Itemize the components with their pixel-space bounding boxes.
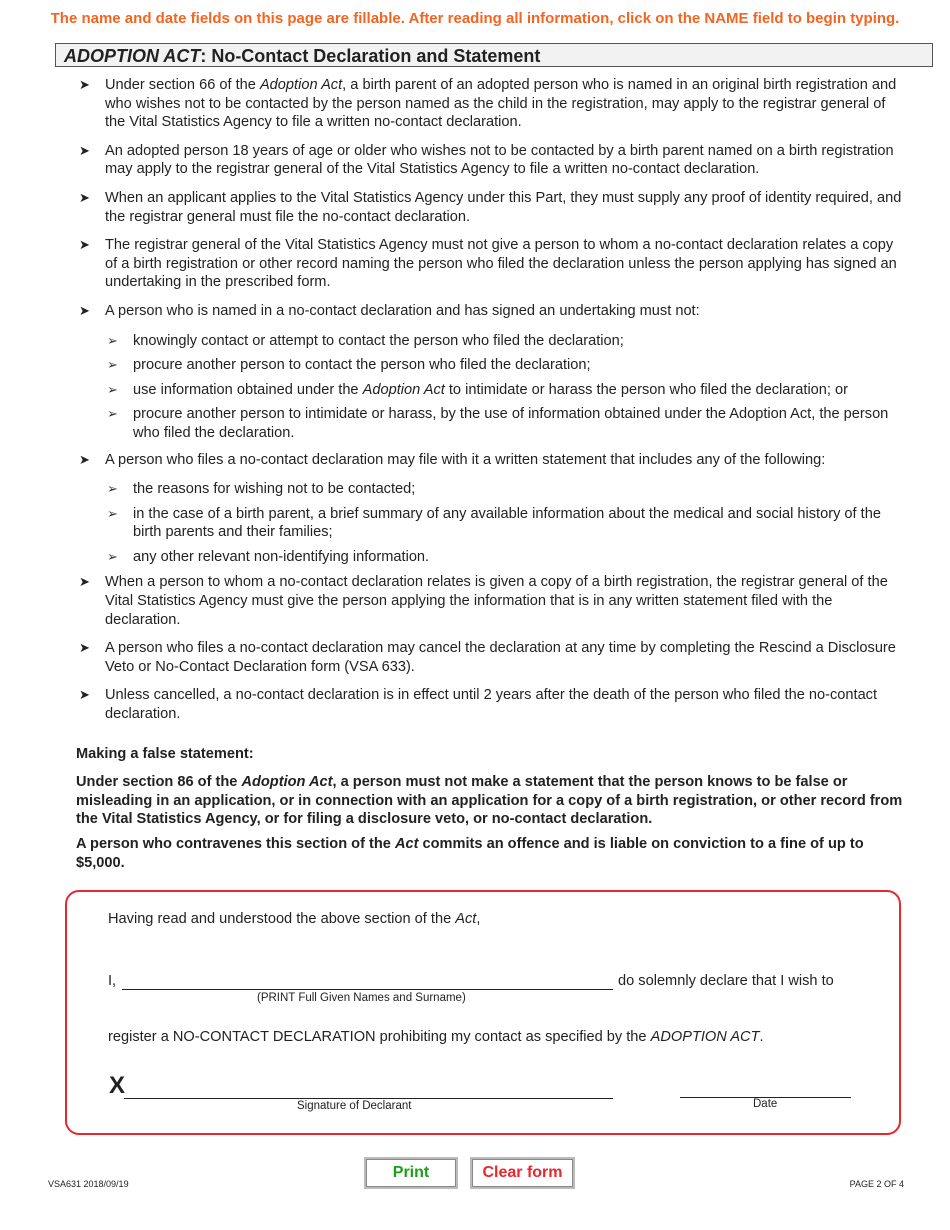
- arrow-bullet-icon: ➤: [79, 237, 90, 253]
- i-label: I,: [108, 973, 117, 989]
- sub-list-item: ➢ the reasons for wishing not to be contacted;: [107, 481, 416, 498]
- sub-list-item: ➢ procure another person to intimidate or harass, by the use of information obtained under the Adoption Act, the person who filed the declaration.: [107, 406, 889, 441]
- list-item: ➤ A person who is named in a no-contact declaration and has signed an undertaking must not:: [79, 302, 700, 319]
- page-number: PAGE 2 OF 4: [849, 1179, 904, 1189]
- signature-x-mark: X: [109, 1072, 126, 1099]
- hollow-arrow-bullet-icon: ➢: [107, 406, 118, 422]
- list-item: ➤ When an applicant applies to the Vital Statistics Agency under this Part, they must supply any proof of identity required, and the registrar general must file the no-contact declaration.: [79, 189, 902, 225]
- clear-form-button[interactable]: Clear form: [470, 1157, 575, 1189]
- declare-text: do solemnly declare that I wish to: [618, 973, 834, 989]
- hollow-arrow-bullet-icon: ➢: [107, 381, 118, 397]
- arrow-bullet-icon: ➤: [79, 77, 90, 92]
- list-item: ➤ A person who files a no-contact declaration may cancel the declaration at any time by completing the Rescind a Disclosure Veto or No-Contact Declaration form (VSA 633).: [79, 640, 896, 675]
- register-statement: register a NO-CONTACT DECLARATION prohibiting my contact as specified by the ADOPTION ACT.: [108, 1029, 764, 1045]
- date-field[interactable]: [680, 1081, 851, 1098]
- fillable-notice: The name and date fields on this page are fillable. After reading all information, click on the NAME field to begin typing.: [50, 10, 900, 27]
- declaration-intro: Having read and understood the above section of the Act,: [108, 911, 481, 927]
- arrow-bullet-icon: ➤: [79, 142, 90, 158]
- arrow-bullet-icon: ➤: [79, 640, 90, 656]
- sub-list-item: ➢ use information obtained under the Adoption Act to intimidate or harass the person who filed the declaration; or: [107, 381, 849, 398]
- date-field-value: [680, 1081, 684, 1097]
- arrow-bullet-icon: ➤: [79, 451, 90, 467]
- list-item: ➤ Under section 66 of the Adoption Act, a birth parent of an adopted person who is named in an original birth registration and who wishes not to be contacted by the person named as the child in the registration, may apply to the registrar general of the Vital Statistics Agency to file a written no-contact declaration.: [79, 77, 897, 131]
- sub-list-item: ➢ any other relevant non-identifying information.: [107, 548, 430, 565]
- signature-line: [124, 1082, 613, 1099]
- print-button[interactable]: Print: [364, 1157, 458, 1189]
- arrow-bullet-icon: ➤: [79, 302, 90, 318]
- list-item: ➤ The registrar general of the Vital Statistics Agency must not give a person to whom a no-contact declaration relates a copy of a birth registration or other record naming the person who filed the declaration unless the person applying has signed an undertaking in the prescribed form.: [79, 237, 897, 291]
- hollow-arrow-bullet-icon: ➢: [107, 481, 118, 497]
- penalty-paragraph: A person who contravenes this section of the Act commits an offence and is liable on conviction to a fine of up to $5,000.: [76, 836, 864, 871]
- list-item: ➤ Unless cancelled, a no-contact declaration is in effect until 2 years after the death of the person who filed the no-contact declaration.: [79, 687, 878, 723]
- list-item: ➤ When a person to whom a no-contact declaration relates is given a copy of a birth registration, the registrar general of the Vital Statistics Agency must give the person applying the information that is in any written statement filed with the declaration.: [79, 574, 888, 628]
- name-caption: (PRINT Full Given Names and Surname): [257, 992, 466, 1004]
- hollow-arrow-bullet-icon: ➢: [107, 548, 118, 564]
- list-item: ➤ A person who files a no-contact declaration may file with it a written statement that includes any of the following:: [79, 451, 826, 468]
- arrow-bullet-icon: ➤: [79, 189, 90, 205]
- sub-list-item: ➢ knowingly contact or attempt to contact the person who filed the declaration;: [107, 332, 624, 349]
- info-list: [76, 76, 906, 734]
- arrow-bullet-icon: ➤: [79, 574, 90, 590]
- page-title: ADOPTION ACT: No-Contact Declaration and Statement: [64, 46, 541, 66]
- hollow-arrow-bullet-icon: ➢: [107, 505, 118, 521]
- signature-caption: Signature of Declarant: [297, 1100, 412, 1112]
- name-field[interactable]: [122, 972, 613, 990]
- sub-list-item: ➢ procure another person to contact the person who filed the declaration;: [107, 357, 591, 374]
- section-title-box: [55, 43, 933, 67]
- date-caption: Date: [753, 1098, 778, 1110]
- false-statement-paragraph: Under section 86 of the Adoption Act, a person must not make a statement that the person knows to be false or misleading in an application, or in connection with an application for a copy of a birth registration, or other record from the Vital Statistics Agency, or for filing a disclosure veto, or no-contact declaration.: [76, 774, 903, 828]
- hollow-arrow-bullet-icon: ➢: [107, 357, 118, 373]
- arrow-bullet-icon: ➤: [79, 687, 90, 703]
- false-statement-heading: Making a false statement:: [76, 746, 254, 762]
- declaration-box: [65, 890, 901, 1135]
- sub-list-item: ➢ in the case of a birth parent, a brief summary of any available information about the medical and social history of the birth parents and their families;: [107, 505, 881, 541]
- name-field-value: [122, 972, 126, 988]
- hollow-arrow-bullet-icon: ➢: [107, 332, 118, 348]
- form-id: VSA631 2018/09/19: [48, 1179, 129, 1189]
- list-item: ➤ An adopted person 18 years of age or older who wishes not to be contacted by a birth parent named on a birth registration may apply to the registrar general of the Vital Statistics Agency to file a written no-contact declaration.: [79, 142, 894, 178]
